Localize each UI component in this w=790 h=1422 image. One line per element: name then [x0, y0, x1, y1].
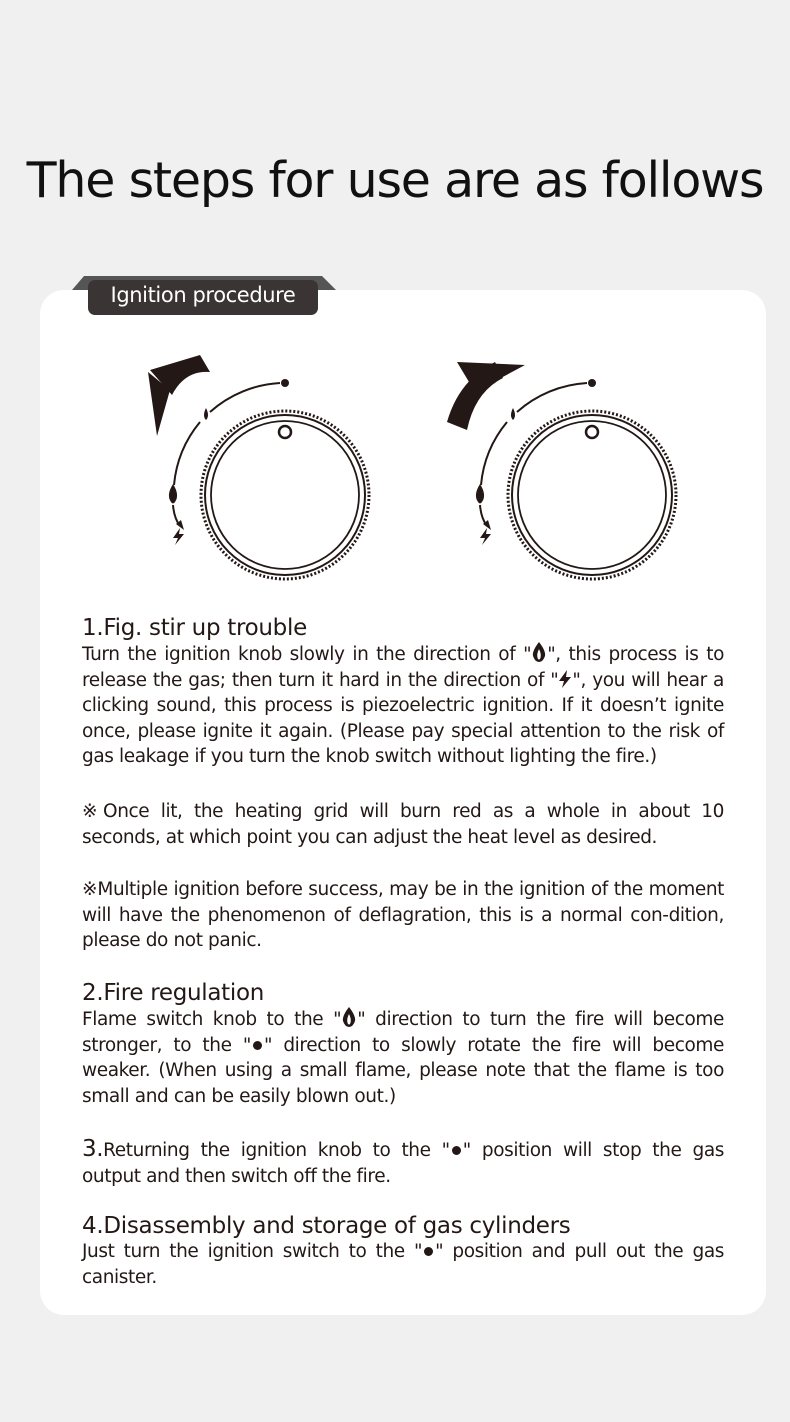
step-2-body-part: " direction to slowly rotate the fire will become weaker. (When using a small flame, please note that the flame is too small and can be easily blown out.) — [82, 1034, 724, 1107]
step-2-body-part: Flame switch knob to the " — [82, 1009, 342, 1030]
step-3-body-part: Returning the ignition knob to the " — [103, 1140, 450, 1161]
step-1-body-part: ", this process is to release the gas; then turn it hard in the direction of " — [82, 644, 725, 691]
flame-icon — [341, 1006, 357, 1028]
step-1-body-part: Turn the ignition knob slowly in the direction of " — [82, 644, 532, 665]
step-3-body — [82, 1137, 724, 1189]
knob-icon — [508, 411, 676, 579]
off-dot-icon — [253, 1041, 262, 1050]
small-flame-icon — [204, 408, 208, 420]
step-4-body-part: " position and pull out the gas canister. — [82, 1241, 724, 1288]
off-dot-icon — [424, 1247, 433, 1256]
step-3-body-part: " position will stop the gas output and then switch off the fire. — [82, 1140, 725, 1187]
note-2 — [82, 877, 724, 954]
lightning-icon — [173, 528, 184, 545]
off-dot-icon — [452, 1146, 461, 1155]
step-4-heading: 4.Disassembly and storage of gas cylinders — [82, 1213, 571, 1239]
section-tab-label: Ignition procedure — [110, 283, 296, 307]
note-1-text: ※Once lit, the heating grid will burn red as a whole in about 10 seconds, at which point you can adjust the heat level as desired. — [82, 801, 724, 848]
step-1-body-part: ", you will hear a clicking sound, this process is piezoelectric ignition. If it doesn’t ignite once, please ignite it again. (Please pay special attention to the risk of gas leakage if you turn the knob switch without lighting the fire.) — [82, 669, 724, 767]
lightning-icon — [558, 669, 572, 689]
lightning-icon — [480, 528, 491, 545]
off-dot-icon — [588, 379, 596, 387]
section-tab — [72, 276, 336, 316]
small-flame-icon — [511, 408, 515, 420]
flame-icon — [531, 641, 547, 663]
step-2-body — [82, 1006, 724, 1109]
step-2-body-part: " direction to turn the fire will become stronger, to the " — [82, 1009, 725, 1056]
step-1-body — [82, 641, 724, 770]
flame-icon — [476, 484, 484, 504]
step-4-body — [82, 1239, 724, 1290]
page-title: The steps for use are as follows — [26, 152, 764, 209]
note-2-text: ※Multiple ignition before success, may be in the ignition of the moment will have the phenomenon of deflagration, this is a normal con-dition, please do not panic. — [82, 879, 724, 951]
off-dot-icon — [281, 379, 289, 387]
rotate-arrow-icon — [148, 355, 210, 436]
step-2-heading: 2.Fire regulation — [82, 980, 265, 1006]
knob-icon — [201, 411, 369, 579]
knob-figure-ignite — [447, 350, 687, 590]
step-4-body-part: Just turn the ignition switch to the " — [82, 1241, 423, 1262]
step-1 — [82, 615, 724, 770]
step-3 — [82, 1137, 724, 1189]
step-3-number: 3. — [82, 1136, 104, 1162]
flame-icon — [169, 484, 177, 504]
step-2 — [82, 980, 724, 1109]
note-1 — [82, 799, 724, 850]
step-1-heading: 1.Fig. stir up trouble — [82, 615, 307, 641]
rotate-arrow-icon — [447, 362, 525, 430]
step-4 — [82, 1213, 724, 1290]
knob-figure-release-gas — [140, 350, 380, 590]
